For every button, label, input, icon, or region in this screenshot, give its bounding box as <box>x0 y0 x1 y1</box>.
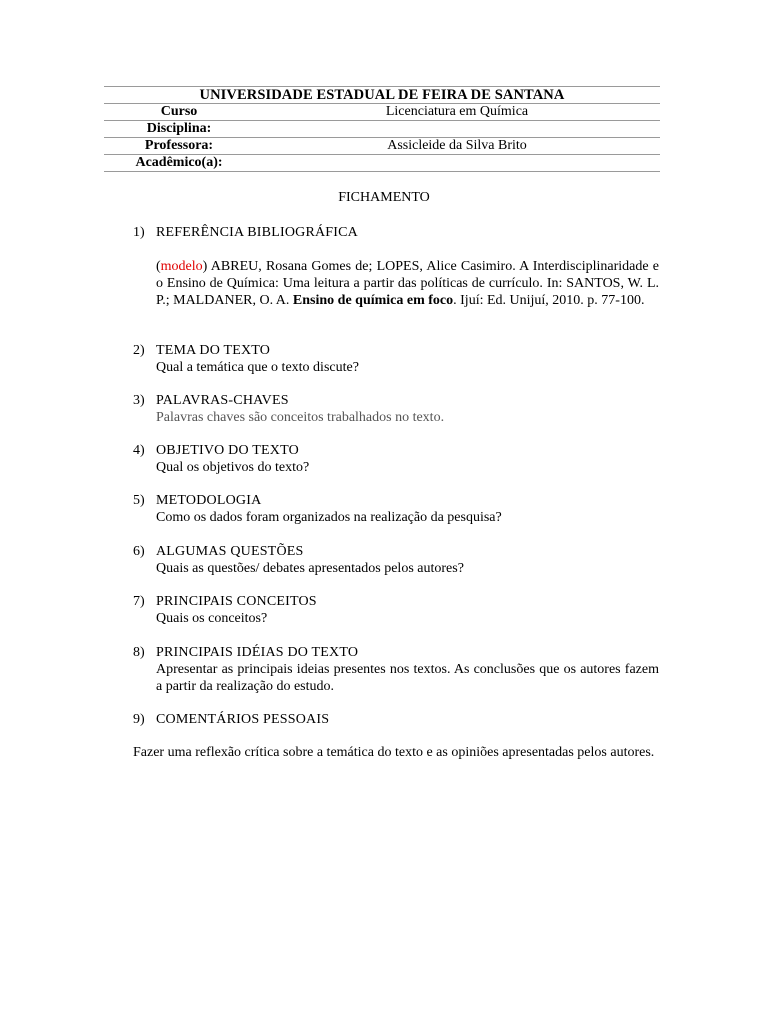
reference-open-paren: ( <box>156 259 161 274</box>
section-number: 5) <box>133 493 145 508</box>
curso-label: Curso <box>104 104 254 121</box>
academico-label: Acadêmico(a): <box>104 155 254 172</box>
model-word: modelo <box>160 259 203 274</box>
section-number: 2) <box>133 343 145 358</box>
section-number: 1) <box>133 225 145 240</box>
curso-value: Licenciatura em Química <box>254 104 660 121</box>
header-university-row <box>104 87 660 104</box>
section-description: Apresentar as principais ideias presentes nos textos. As conclusões que os autores fazem a partir da realização do estudo. <box>156 662 659 694</box>
document-title: FICHAMENTO <box>338 190 430 205</box>
header-row-academico <box>104 155 660 172</box>
section-number: 7) <box>133 594 145 609</box>
section-description: Quais os conceitos? <box>156 611 268 626</box>
section-description: Palavras chaves são conceitos trabalhados no texto. <box>156 410 445 425</box>
section-heading: PRINCIPAIS CONCEITOS <box>156 594 317 609</box>
header-row-professora <box>104 138 660 155</box>
section-description: Qual os objetivos do texto? <box>156 460 310 475</box>
reference-book-title: Ensino de química em foco <box>292 293 454 308</box>
section-heading: PALAVRAS-CHAVES <box>156 393 289 408</box>
closing-paragraph: Fazer uma reflexão crítica sobre a temática do texto e as opiniões apresentadas pelos autores. <box>133 745 655 760</box>
header-table <box>104 86 660 172</box>
section-description: Como os dados foram organizados na realização da pesquisa? <box>156 510 502 525</box>
reference-close-paren: ) <box>202 259 208 274</box>
disciplina-value <box>254 121 660 138</box>
professora-label: Professora: <box>104 138 254 155</box>
reference-text: ABREU, Rosana Gomes de; LOPES, Alice Casimiro. A Interdisciplinaridade e o Ensino de Química: Uma leitura a partir das políticas de currículo. In: SANTOS, W. L. P.; MALDANER, O. A. <box>156 259 659 308</box>
academico-value <box>254 155 660 172</box>
disciplina-label: Disciplina: <box>104 121 254 138</box>
section-heading: METODOLOGIA <box>156 493 262 508</box>
section-heading: OBJETIVO DO TEXTO <box>156 443 299 458</box>
section-heading: REFERÊNCIA BIBLIOGRÁFICA <box>156 225 358 240</box>
university-name: UNIVERSIDADE ESTADUAL DE FEIRA DE SANTANA <box>104 87 660 104</box>
section-description: Quais as questões/ debates apresentados pelos autores? <box>156 561 464 576</box>
section-number: 8) <box>133 645 145 660</box>
section-heading: TEMA DO TEXTO <box>156 343 271 358</box>
header-row-curso <box>104 104 660 121</box>
section-heading: COMENTÁRIOS PESSOAIS <box>156 712 330 727</box>
section-description: Qual a temática que o texto discute? <box>156 360 359 375</box>
professora-value: Assicleide da Silva Brito <box>254 138 660 155</box>
section-number: 3) <box>133 393 145 408</box>
bibliographic-reference <box>156 258 659 309</box>
section-number: 6) <box>133 544 145 559</box>
header-row-disciplina <box>104 121 660 138</box>
section-heading: PRINCIPAIS IDÉIAS DO TEXTO <box>156 645 359 660</box>
section-number: 4) <box>133 443 145 458</box>
section-heading: ALGUMAS QUESTÕES <box>156 544 304 559</box>
section-number: 9) <box>133 712 145 727</box>
reference-publication: . Ijuí: Ed. Unijuí, 2010. p. 77-100. <box>453 293 645 308</box>
